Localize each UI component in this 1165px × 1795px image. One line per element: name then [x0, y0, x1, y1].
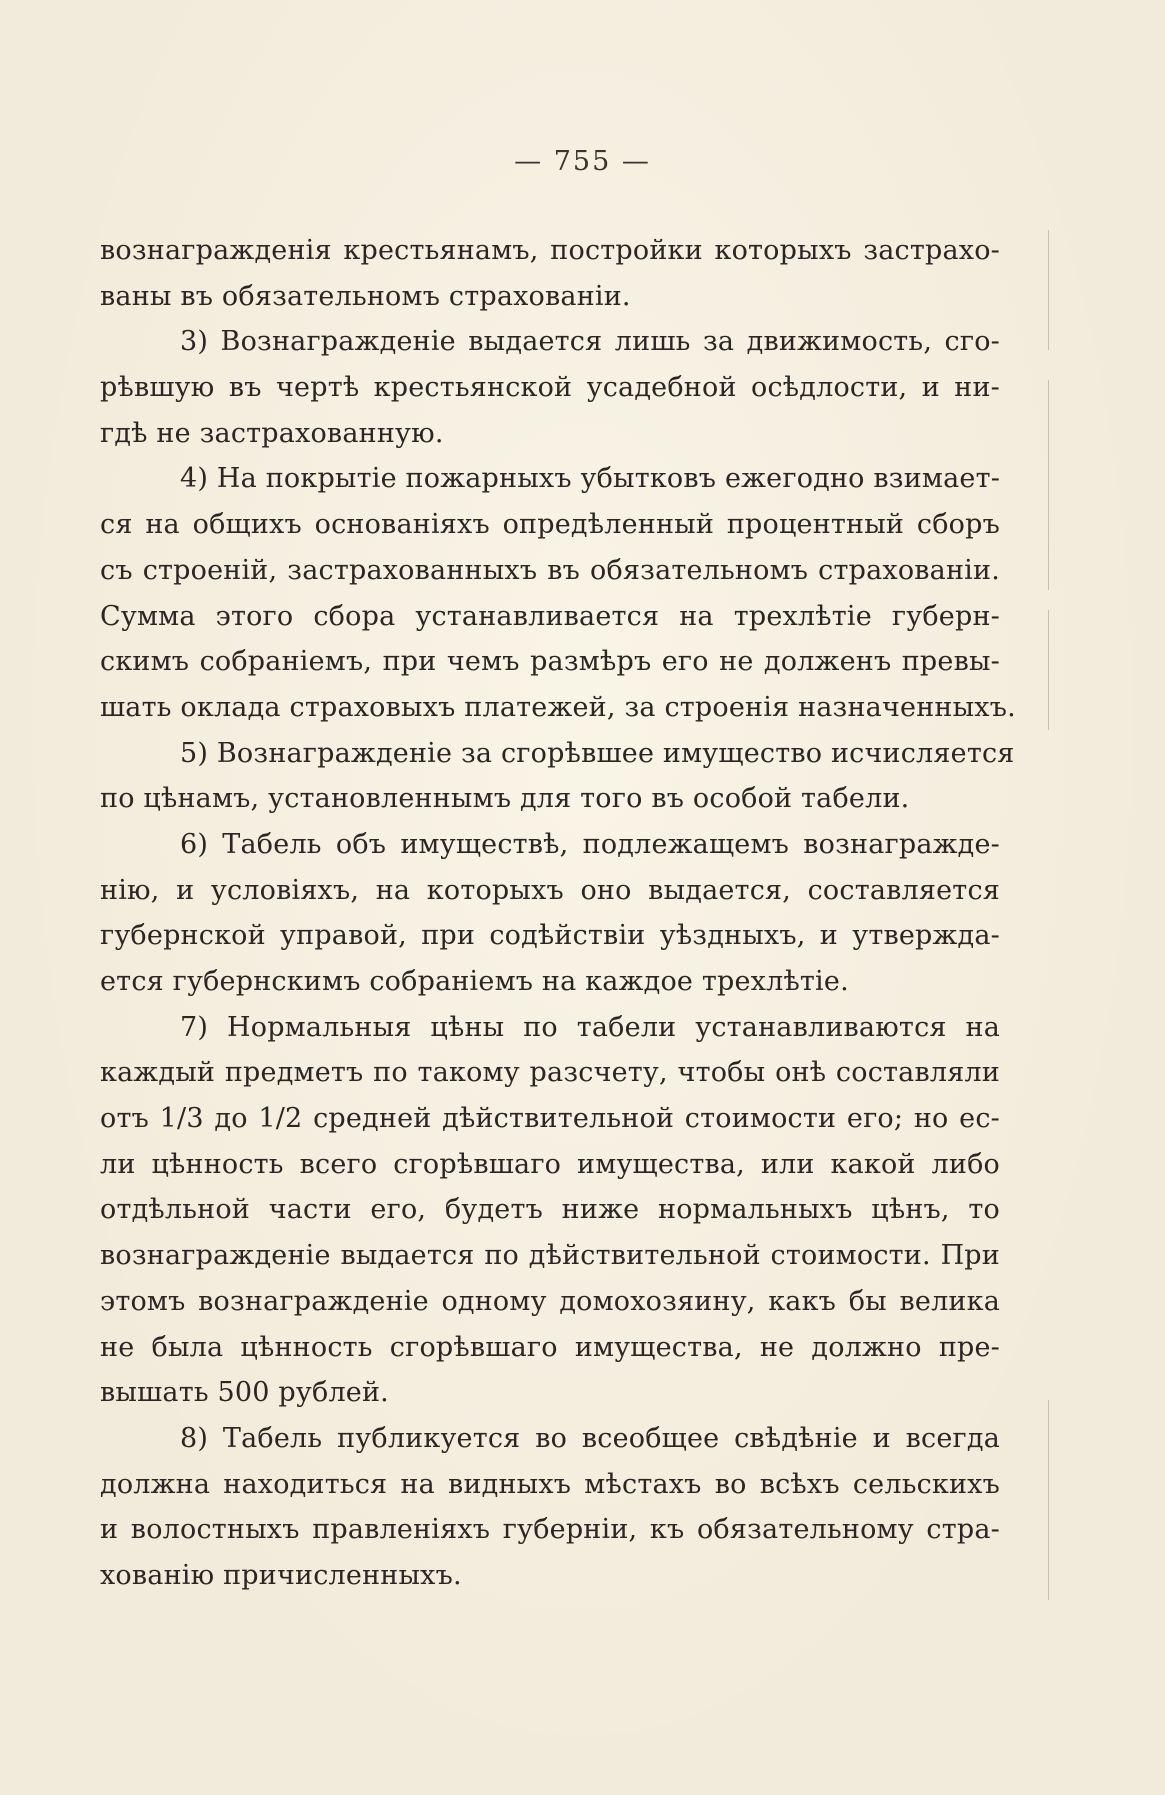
- text-line: ется губернскимъ собраніемъ на каждое трехлѣтіе.: [100, 966, 849, 997]
- text-line: каждый предметъ по такому разсчету, чтобы онѣ составляли: [100, 1057, 1000, 1089]
- text-line: должна находиться на видныхъ мѣстахъ во всѣхъ сельскихъ: [100, 1468, 1000, 1500]
- text-line: ли цѣнность всего сгорѣвшаго имущества, или какой либо: [100, 1148, 1000, 1180]
- margin-rule: [1048, 1400, 1049, 1600]
- text-line: 6) Табель объ имуществѣ, подлежащемъ вознагражде-: [180, 828, 1000, 860]
- text-line: 7) Нормальныя цѣны по табели устанавливаются на: [180, 1011, 1000, 1043]
- text-line: нію, и условіяхъ, на которыхъ оно выдается, составляется: [100, 874, 1000, 906]
- text-line: 5) Вознагражденіе за сгорѣвшее имущество исчисляется: [180, 737, 1015, 769]
- text-line: отъ 1/3 до 1/2 средней дѣйствительной стоимости его; но ес-: [100, 1103, 1000, 1135]
- text-line: 8) Табель публикуется во всеобщее свѣдѣніе и всегда: [180, 1422, 1000, 1454]
- text-line: рѣвшую въ чертѣ крестьянской усадебной осѣдлости, и ни-: [100, 372, 1000, 404]
- margin-rule: [1048, 610, 1049, 730]
- text-line: вознагражденія крестьянамъ, постройки которыхъ застрахо-: [100, 235, 1000, 266]
- text-line: скимъ собраніемъ, при чемъ размѣръ его не долженъ превы-: [100, 646, 1000, 678]
- text-line: хованію причисленныхъ.: [100, 1559, 462, 1591]
- text-line: съ строеній, застрахованныхъ въ обязательномъ страхованіи.: [100, 554, 1000, 586]
- text-line: по цѣнамъ, установленнымъ для того въ особой табели.: [100, 783, 910, 815]
- margin-rule: [1048, 380, 1049, 590]
- text-line: отдѣльной части его, будетъ ниже нормальныхъ цѣнъ, то: [100, 1194, 1000, 1226]
- text-line: шать оклада страховыхъ платежей, за строенія назначенныхъ.: [100, 691, 1016, 723]
- text-line: губернской управой, при содѣйствіи уѣздныхъ, и утвержда-: [100, 920, 1000, 952]
- text-line: и волостныхъ правленіяхъ губерніи, къ обязательному стра-: [100, 1514, 1000, 1546]
- body-text: [100, 228, 1016, 1599]
- text-line: вознагражденіе выдается по дѣйствительной стоимости. При: [100, 1240, 1000, 1272]
- text-line: 3) Вознагражденіе выдается лишь за движимость, сго-: [180, 326, 1000, 358]
- text-line: этомъ вознагражденіе одному домохозяину, какъ бы велика: [100, 1285, 1000, 1317]
- text-line: ся на общихъ основаніяхъ опредѣленный процентный сборъ: [100, 509, 1000, 541]
- page-number: — 755 —: [514, 146, 651, 177]
- text-line: 4) На покрытіе пожарныхъ убытковъ ежегодно взимает-: [180, 463, 1001, 495]
- text-line: гдѣ не застрахованную.: [100, 417, 444, 449]
- text-line: Сумма этого сбора устанавливается на трехлѣтіе губерн-: [100, 600, 1000, 632]
- margin-rule: [1048, 230, 1049, 350]
- text-line: ваны въ обязательномъ страхованіи.: [100, 280, 631, 312]
- text-line: вышать 500 рублей.: [100, 1377, 389, 1409]
- text-line: не была цѣнность сгорѣвшаго имущества, не должно пре-: [100, 1331, 1000, 1363]
